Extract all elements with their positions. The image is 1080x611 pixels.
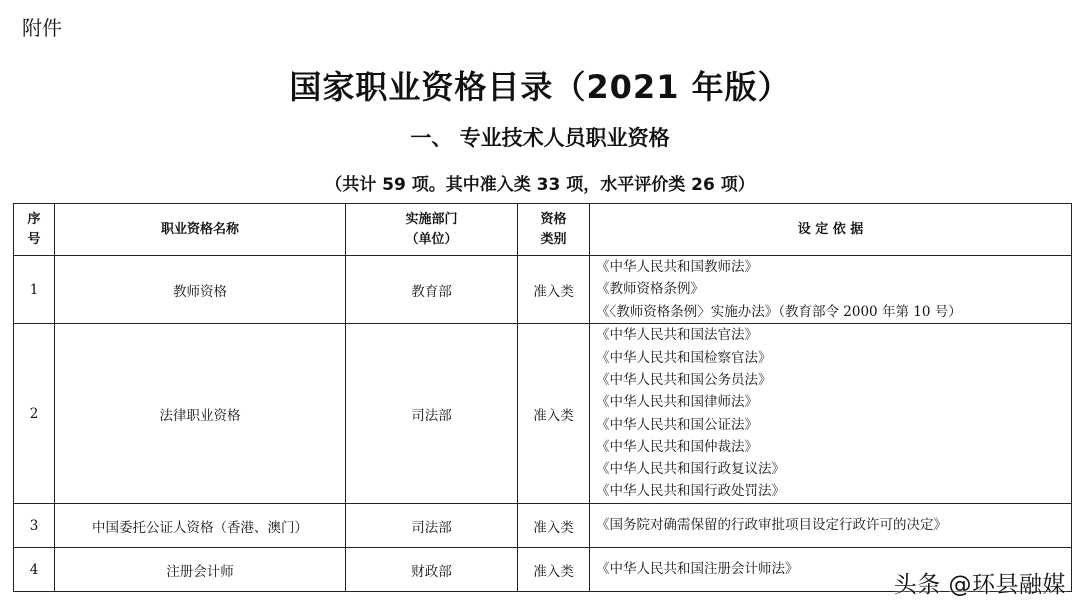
row-name: 注册会计师 xyxy=(55,548,346,592)
header-name: 职业资格名称 xyxy=(55,204,346,256)
row-seq: 1 xyxy=(14,256,55,324)
count-note: （共计 59 项。其中准入类 33 项，水平评价类 26 项） xyxy=(325,175,755,195)
row-dept: 财政部 xyxy=(346,548,518,592)
row-seq: 2 xyxy=(14,324,55,504)
table-row xyxy=(14,256,1072,324)
header-seq: 序 号 xyxy=(14,204,55,256)
attachment-label: 附件 xyxy=(22,16,62,40)
watermark: 头条 @环县融媒 xyxy=(893,572,1066,598)
document-title: 国家职业资格目录（2021 年版） xyxy=(289,68,791,106)
row-dept: 司法部 xyxy=(346,324,518,504)
header-basis: 设 定 依 据 xyxy=(590,204,1072,256)
basis-line: 《中华人民共和国仲裁法》 xyxy=(596,438,758,455)
row-name: 教师资格 xyxy=(55,256,346,324)
section-subtitle: 一、 专业技术人员职业资格 xyxy=(410,126,670,150)
header-dept: 实施部门 （单位） xyxy=(346,204,518,256)
basis-line: 《中华人民共和国律师法》 xyxy=(596,394,758,411)
row-name: 中国委托公证人资格（香港、澳门） xyxy=(55,504,346,548)
row-dept: 司法部 xyxy=(346,504,518,548)
row-name: 法律职业资格 xyxy=(55,324,346,504)
row-basis xyxy=(590,504,1072,548)
basis-line: 《国务院对确需保留的行政审批项目设定行政许可的决定》 xyxy=(596,517,947,534)
row-dept: 教育部 xyxy=(346,256,518,324)
qualification-table xyxy=(13,203,1072,592)
basis-line: 《中华人民共和国检察官法》 xyxy=(596,349,772,366)
basis-line: 《中华人民共和国注册会计师法》 xyxy=(596,561,799,578)
basis-line: 《中华人民共和国行政复议法》 xyxy=(596,461,785,478)
basis-line: 《中华人民共和国公证法》 xyxy=(596,416,758,433)
table-header-row xyxy=(14,204,1072,256)
basis-line: 《中华人民共和国教师法》 xyxy=(596,259,758,276)
row-basis xyxy=(590,256,1072,324)
basis-line: 《〈教师资格条例〉实施办法》（教育部令 2000 年第 10 号） xyxy=(596,303,962,320)
table-row xyxy=(14,504,1072,548)
row-seq: 4 xyxy=(14,548,55,592)
basis-line: 《中华人民共和国法官法》 xyxy=(596,327,758,344)
basis-line: 《中华人民共和国公务员法》 xyxy=(596,371,772,388)
table-row xyxy=(14,324,1072,504)
row-type: 准入类 xyxy=(518,504,590,548)
header-type: 资格 类别 xyxy=(518,204,590,256)
row-type: 准入类 xyxy=(518,256,590,324)
row-seq: 3 xyxy=(14,504,55,548)
row-type: 准入类 xyxy=(518,324,590,504)
basis-line: 《教师资格条例》 xyxy=(596,281,704,298)
row-type: 准入类 xyxy=(518,548,590,592)
row-basis xyxy=(590,324,1072,504)
basis-line: 《中华人民共和国行政处罚法》 xyxy=(596,483,785,500)
